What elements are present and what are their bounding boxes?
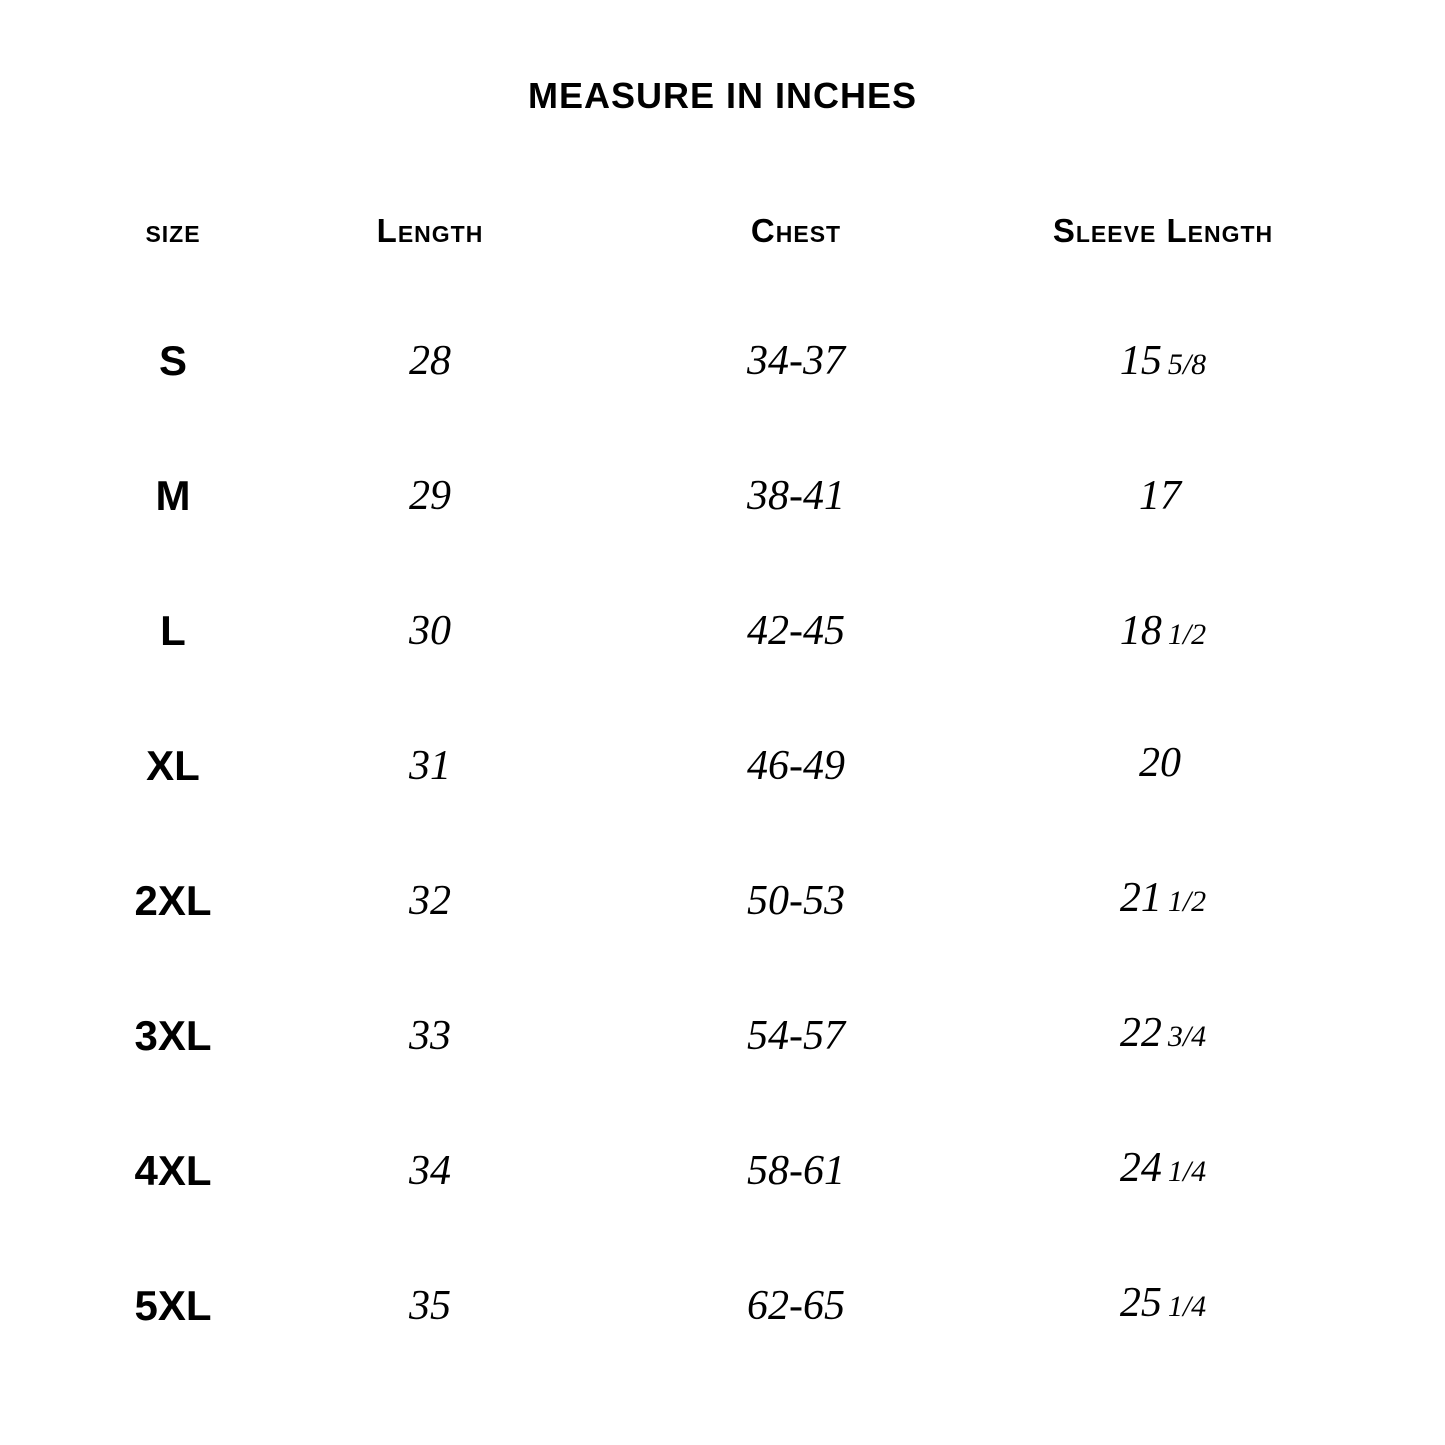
- chest-cell: 50-53: [747, 878, 845, 924]
- chest-cell: 46-49: [747, 743, 845, 789]
- sleeve-whole: 17: [1139, 473, 1181, 519]
- length-cell: 34: [409, 1148, 451, 1194]
- header-sleeve-length: Sleeve Length: [1052, 212, 1274, 249]
- chest-cell: 38-41: [747, 473, 845, 519]
- length-cell: 32: [409, 878, 451, 924]
- sleeve-whole: 18: [1119, 608, 1162, 654]
- sleeve-cell: [913, 471, 1413, 525]
- size-cell: 5XL: [134, 1282, 212, 1329]
- chest-cell: 58-61: [747, 1148, 845, 1194]
- size-cell: 3XL: [134, 1012, 212, 1059]
- size-cell: XL: [146, 742, 200, 789]
- size-cell: S: [158, 337, 187, 384]
- sleeve-whole: 24: [1119, 1145, 1162, 1191]
- length-cell: 29: [409, 473, 451, 519]
- sleeve-cell: [913, 873, 1413, 927]
- sleeve-whole: 21: [1119, 875, 1162, 921]
- sleeve-cell: [913, 1278, 1413, 1332]
- chest-cell: 34-37: [747, 338, 845, 384]
- size-cell: 2XL: [134, 877, 212, 924]
- sleeve-cell: [913, 336, 1413, 390]
- header-chest: Chest: [750, 212, 842, 249]
- header-length: Length: [376, 212, 484, 249]
- sleeve-cell: [913, 738, 1413, 792]
- sleeve-fraction: 5/8: [1167, 348, 1207, 381]
- sleeve-cell: [913, 1008, 1413, 1062]
- size-cell: L: [160, 607, 186, 654]
- sleeve-whole: 20: [1139, 740, 1181, 786]
- header-size: size: [145, 212, 201, 249]
- sleeve-whole: 15: [1119, 338, 1162, 384]
- sleeve-fraction: 3/4: [1167, 1020, 1207, 1053]
- length-cell: 28: [409, 338, 451, 384]
- sleeve-cell: [913, 606, 1413, 660]
- chest-cell: 42-45: [747, 608, 845, 654]
- sleeve-fraction: 1/4: [1167, 1290, 1207, 1323]
- length-cell: 35: [409, 1283, 451, 1329]
- size-cell: M: [155, 472, 191, 519]
- chest-cell: 62-65: [747, 1283, 845, 1329]
- sleeve-whole: 25: [1119, 1280, 1162, 1326]
- chest-cell: 54-57: [747, 1013, 845, 1059]
- sleeve-fraction: 1/2: [1167, 618, 1207, 651]
- page-title: MEASURE IN INCHES: [527, 75, 918, 116]
- sleeve-fraction: 1/4: [1167, 1155, 1207, 1188]
- size-cell: 4XL: [134, 1147, 212, 1194]
- sleeve-fraction: 1/2: [1167, 885, 1207, 918]
- sleeve-whole: 22: [1119, 1010, 1162, 1056]
- length-cell: 33: [409, 1013, 451, 1059]
- length-cell: 30: [409, 608, 451, 654]
- sleeve-cell: [913, 1143, 1413, 1197]
- length-cell: 31: [409, 743, 451, 789]
